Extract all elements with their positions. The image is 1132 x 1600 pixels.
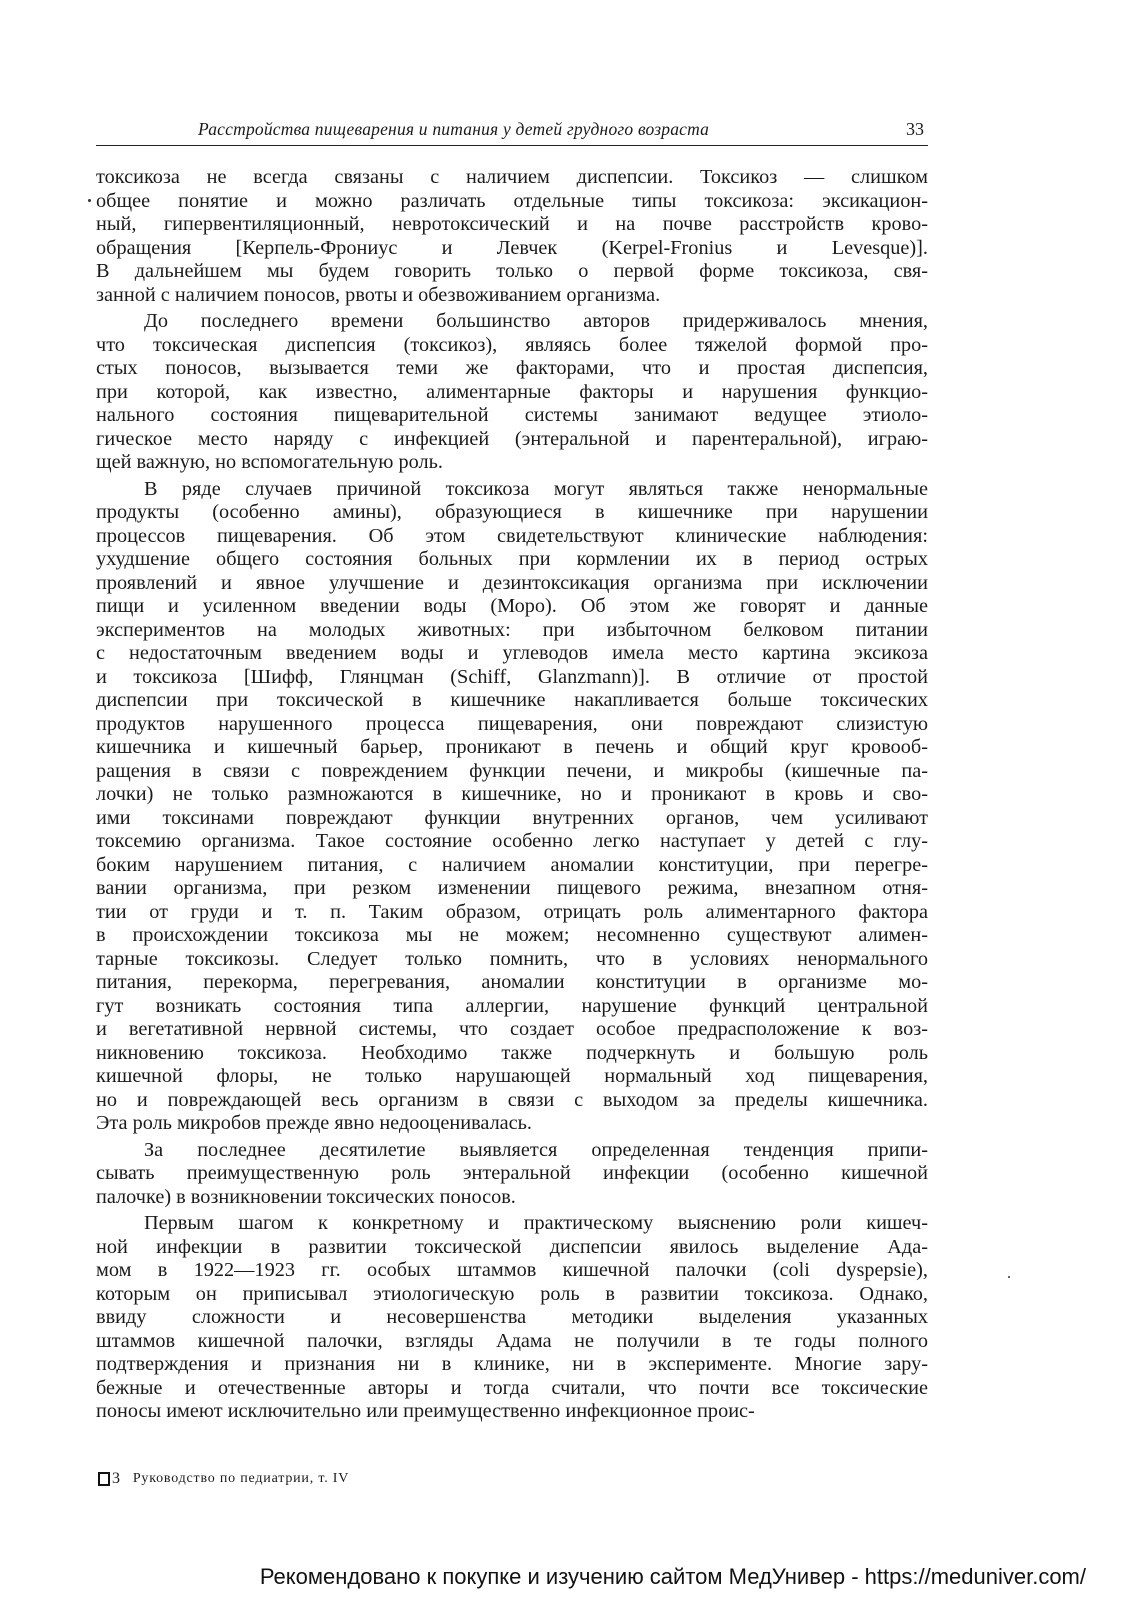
text-line: До последнего времени большинство авторов придерживалось мнения, bbox=[144, 310, 928, 332]
signature-text: Руководство по педиатрии, т. IV bbox=[132, 1471, 350, 1486]
text-line: в происхождении токсикоза мы не можем; несомненно существуют алимен- bbox=[96, 924, 928, 946]
text-line: ухудшение общего состояния больных при кормлении их в период острых bbox=[96, 548, 928, 570]
text-line: В дальнейшем мы будем говорить только о первой форме токсикоза, свя- bbox=[96, 260, 928, 282]
text-line: ной инфекции в развитии токсической диспепсии явилось выделение Ада- bbox=[96, 1235, 928, 1258]
paragraph bbox=[96, 478, 928, 1136]
text-line: диспепсии при токсической в кишечнике накапливается больше токсических bbox=[96, 689, 928, 711]
body-text bbox=[96, 166, 928, 1427]
text-line: вании организма, при резком изменении пищевого режима, внезапном отня- bbox=[96, 877, 928, 899]
text-line: которым он приписывал этиологическую роль в развитии токсикоза. Однако, bbox=[96, 1282, 928, 1305]
text-line: нального состояния пищеварительной системы занимают ведущее этиоло- bbox=[96, 404, 928, 426]
text-line: питания, перекорма, перегревания, аномалии конституции в организме мо- bbox=[96, 971, 928, 993]
text-line: За последнее десятилетие выявляется определенная тенденция припи- bbox=[144, 1138, 928, 1161]
text-line: но и повреждающей весь организм в связи с выходом за пределы кишечника. bbox=[96, 1088, 928, 1111]
text-line: подтверждения и признания ни в клинике, ни в эксперименте. Многие зару- bbox=[96, 1353, 928, 1375]
paragraph bbox=[96, 1139, 928, 1210]
square-icon bbox=[98, 1472, 110, 1486]
text-line: гут возникать состояния типа аллергии, нарушение функций центральной bbox=[96, 994, 928, 1017]
text-line: занной с наличием поносов, рвоты и обезвоживанием организма. bbox=[96, 283, 661, 306]
text-line: боким нарушением питания, с наличием аномалии конституции, при перегре- bbox=[96, 853, 928, 876]
page-number: 33 bbox=[906, 119, 924, 139]
text-line: ими токсинами повреждают функции внутренних органов, чем усиливают bbox=[96, 806, 928, 829]
text-line: Эта роль микробов прежде явно недооценивалась. bbox=[96, 1112, 533, 1134]
signature-number: 3 bbox=[112, 1470, 121, 1487]
print-speck bbox=[88, 199, 91, 202]
text-line: щей важную, но вспомогательную роль. bbox=[96, 451, 443, 473]
text-line: пищи и усиленном введении воды (Моро). Об этом же говорят и данные bbox=[96, 595, 928, 617]
text-line: кишечника и кишечный барьер, проникают в печень и общий круг кровооб- bbox=[96, 736, 928, 758]
text-line: лочки) не только размножаются в кишечнике, но и проникают в кровь и сво- bbox=[96, 783, 928, 805]
text-line: общее понятие и можно различать отдельные типы токсикоза: эксикацион- bbox=[96, 189, 928, 212]
text-line: никновению токсикоза. Необходимо также подчеркнуть и большую роль bbox=[96, 1041, 928, 1064]
paragraph bbox=[96, 310, 928, 475]
text-line: при которой, как известно, алиментарные факторы и нарушения функцио- bbox=[96, 380, 928, 403]
text-line: ный, гипервентиляционный, невротоксический и на почве расстройств крово- bbox=[96, 213, 928, 235]
paragraph bbox=[96, 1212, 928, 1424]
running-title: Расстройства пищеварения и питания у детей грудного возраста bbox=[198, 119, 710, 139]
text-line: что токсическая диспепсия (токсикоз), являясь более тяжелой формой про- bbox=[96, 333, 928, 356]
text-line: обращения [Керпель-Фрониус и Левчек (Kerpel-Fronius и Levesque)]. bbox=[96, 236, 928, 259]
text-line: проявлений и явное улучшение и дезинтоксикация организма при исключении bbox=[96, 571, 928, 594]
text-line: гическое место наряду с инфекцией (энтеральной и парентеральной), играю- bbox=[96, 427, 928, 450]
text-line: и токсикоза [Шифф, Глянцман (Schiff, Glanzmann)]. В отличие от простой bbox=[96, 665, 928, 688]
text-line: продукты (особенно амины), образующиеся в кишечнике при нарушении bbox=[96, 501, 928, 523]
text-line: В ряде случаев причиной токсикоза могут являться также ненормальные bbox=[144, 477, 928, 500]
text-line: тии от груди и т. п. Таким образом, отрицать роль алиментарного фактора bbox=[96, 900, 928, 923]
text-line: мом в 1922—1923 гг. особых штаммов кишечной палочки (coli dyspepsie), bbox=[96, 1259, 928, 1281]
signature-mark bbox=[98, 1470, 349, 1488]
text-line: токсикоза не всегда связаны с наличием диспепсии. Токсикоз — слишком bbox=[96, 166, 928, 188]
watermark-text: Рекомендовано к покупке и изучению сайтом МедУнивер - https://meduniver.com/ bbox=[259, 1564, 1086, 1589]
text-line: поносы имеют исключительно или преимущественно инфекционное проис- bbox=[96, 1400, 755, 1422]
text-line: и вегетативной нервной системы, что создает особое предрасположение к воз- bbox=[96, 1018, 928, 1040]
paragraph bbox=[96, 166, 928, 307]
text-line: стых поносов, вызывается теми же факторами, что и простая диспепсия, bbox=[96, 357, 928, 379]
text-line: тарные токсикозы. Следует только помнить, что в условиях ненормального bbox=[96, 947, 928, 970]
text-line: токсемию организма. Такое состояние особенно легко наступает у детей с глу- bbox=[96, 830, 928, 852]
text-line: ввиду сложности и несовершенства методики выделения указанных bbox=[96, 1306, 928, 1328]
text-line: кишечной флоры, не только нарушающей нормальный ход пищеварения, bbox=[96, 1065, 928, 1087]
text-line: экспериментов на молодых животных: при избыточном белковом питании bbox=[96, 618, 928, 641]
text-line: с недостаточным введением воды и углеводов имела место картина эксикоза bbox=[96, 642, 928, 664]
text-line: процессов пищеварения. Об этом свидетельствуют клинические наблюдения: bbox=[96, 524, 928, 547]
text-line: штаммов кишечной палочки, взгляды Адама не получили в те годы полного bbox=[96, 1329, 928, 1352]
text-line: ращения в связи с повреждением функции печени, и микробы (кишечные па- bbox=[96, 759, 928, 782]
text-line: сывать преимущественную роль энтеральной инфекции (особенно кишечной bbox=[96, 1162, 928, 1184]
running-header bbox=[96, 117, 928, 146]
text-line: бежные и отечественные авторы и тогда считали, что почти все токсические bbox=[96, 1376, 928, 1399]
text-line: палочке) в возникновении токсических поносов. bbox=[96, 1185, 516, 1208]
text-line: Первым шагом к конкретному и практическому выяснению роли кишеч- bbox=[144, 1212, 928, 1234]
print-speck bbox=[1008, 1276, 1010, 1278]
text-line: продуктов нарушенного процесса пищеварения, они повреждают слизистую bbox=[96, 712, 928, 735]
